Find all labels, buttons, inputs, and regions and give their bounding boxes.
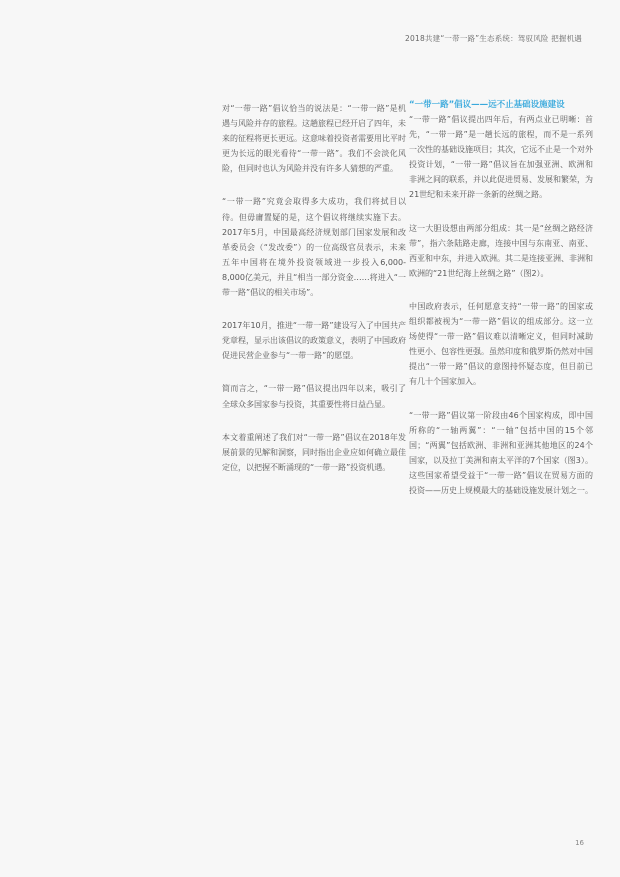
body-paragraph: “一带一路”倡议第一阶段由46个国家构成，即中国所称的“一轴两翼”：“一轴”包括中国的15个邻国；“两翼”包括欧洲、非洲和亚洲其他地区的24个国家，以及拉丁美洲和南太平洋的7个国家（图3）。这些国家希望受益于“一带一路”倡议在贸易方面的投资——历史上规模最大的基础设施发展计划之一。 [409, 410, 593, 495]
left-column [222, 101, 406, 493]
body-paragraph: 简而言之，“一带一路”倡议提出四年以来，吸引了全球众多国家参与投资，其重要性将日益凸显。 [222, 384, 406, 409]
body-paragraph: 2017年10月，推进“一带一路”建设写入了中国共产党章程，显示出该倡议的政策意义，表明了中国政府促进民营企业参与“一带一路”的愿望。 [222, 321, 406, 361]
page-number: 16 [575, 839, 584, 847]
running-header: 2018共建“一带一路”生态系统：驾驭风险 把握机遇 [405, 34, 582, 43]
body-paragraph: 中国政府表示，任何愿意支持“一带一路”的国家或组织都被视为“一带一路”倡议的组成部分。这一立场使得“一带一路”倡议难以清晰定义，但同时减助性更小、包容性更强。虽然印度和俄罗斯仍然对中国提出“一带一路”倡议的意图持怀疑态度，但目前已有几十个国家加入。 [409, 301, 593, 387]
body-paragraph: “一带一路”倡议提出四年后，有两点业已明晰：首先，“一带一路”是一趟长远的旅程，而不是一系列一次性的基础设施项目；其次，它远不止是一个对外投资计划，“一带一路”倡议旨在加强亚洲、欧洲和非洲之间的联系，并以此促进贸易、发展和繁荣，为21世纪和未来开辟一条新的丝绸之路。 [409, 115, 593, 200]
body-paragraph: 这一大胆设想由两部分组成：其一是“丝绸之路经济带”，指六条陆路走廊，连接中国与东南亚、南亚、西亚和中东，并进入欧洲。其二是连接亚洲、非洲和欧洲的“21世纪海上丝绸之路”（图2）。 [409, 223, 593, 278]
body-paragraph: 本文着重阐述了我们对“一带一路”倡议在2018年发展前景的见解和洞察，同时指出企业应如何确立最佳定位，以把握不断涌现的“一带一路”投资机遇。 [222, 432, 406, 472]
body-paragraph: 对“一带一路”倡议恰当的说法是：“一带一路”是机遇与风险并存的旅程。这趟旅程已经开启了四年，未来的征程将更长更远。这意味着投资者需要用比平时更为长远的眼光看待“一带一路”。我们不会淡化风险，但同时也认为风险并没有许多人猜想的严重。 [222, 104, 406, 174]
section-heading: “一带一路”倡议——远不止基础设施建设 [409, 100, 565, 110]
right-column [409, 99, 593, 516]
body-paragraph: “一带一路”究竟会取得多大成功，我们将拭目以待。但毋庸置疑的是，这个倡议将继续实施下去。2017年5月，中国最高经济规划部门国家发展和改革委员会（“发改委”）的一位高级官员表示，未来五年中国将在境外投资领域进一步投入6,000-8,000亿美元，并且“相当一部分资金……将进入“一带一路”倡议的相关市场”。 [222, 197, 406, 298]
